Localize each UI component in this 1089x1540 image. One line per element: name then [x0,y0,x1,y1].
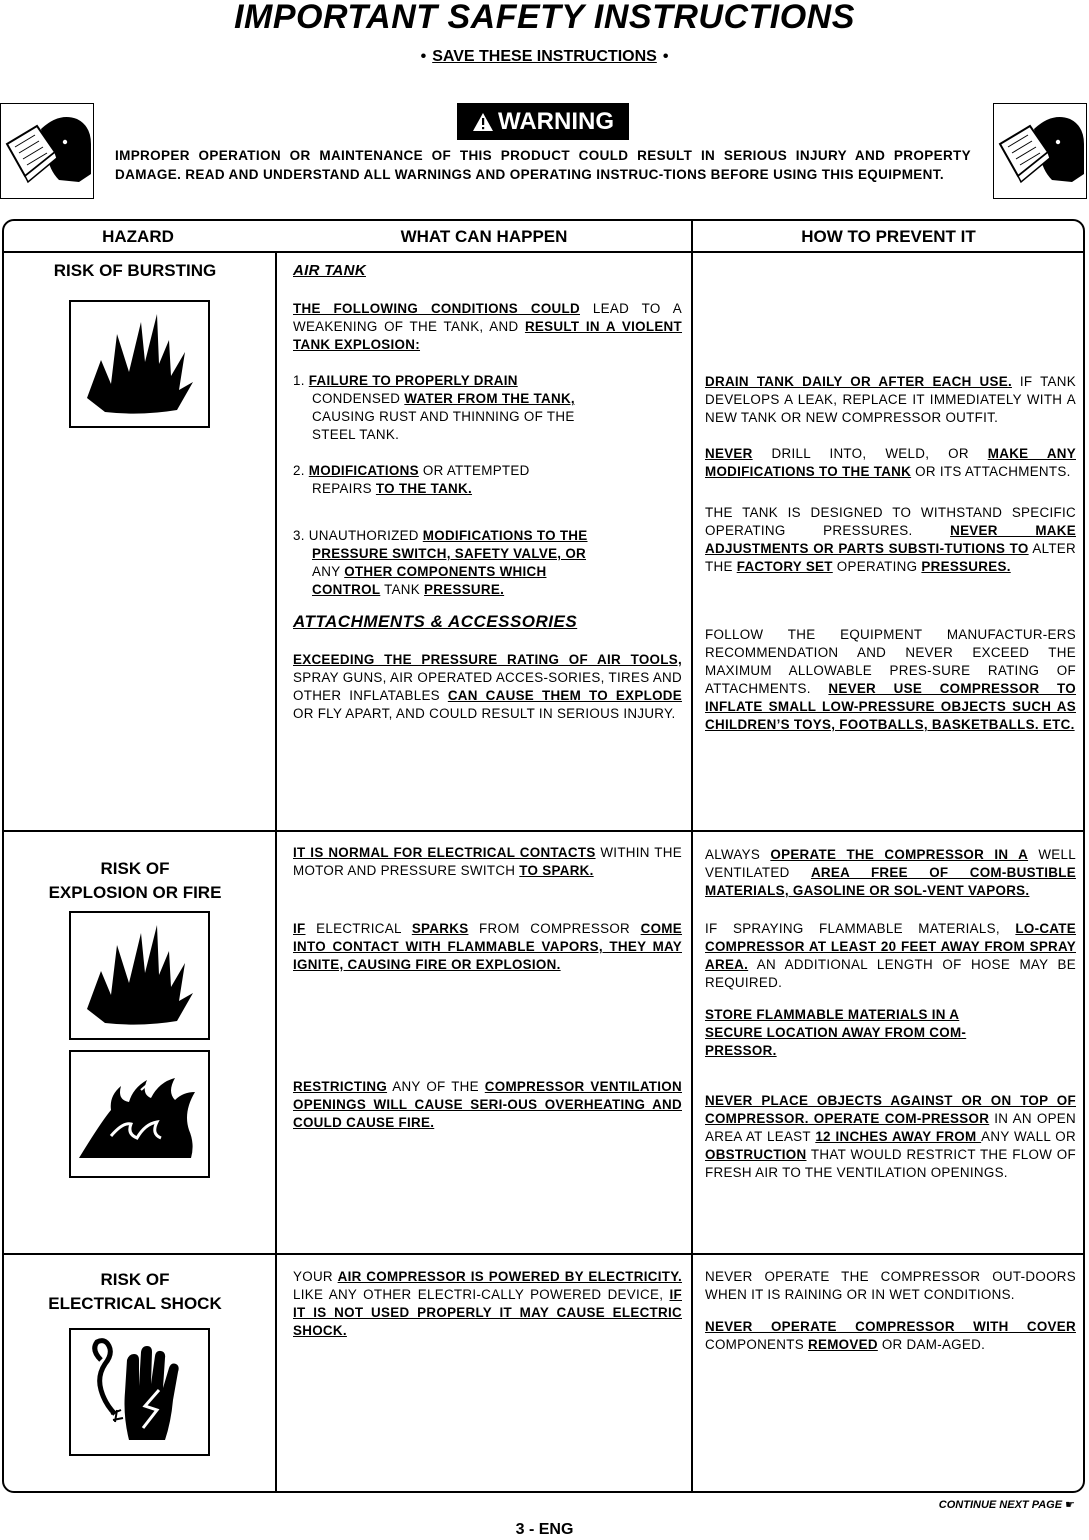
attachments-text: EXCEEDING THE PRESSURE RATING OF AIR TOOLS, SPRAY GUNS, AIR OPERATED ACCES-SORIES, TIRES AND OTHER INFLATABLES CAN CAUSE THEM TO EXPLODE OR FLY APART, AND COULD RESULT IN SERIOUS INJURY. [293,652,682,721]
reader-icon-right [993,103,1087,199]
warning-text: IMPROPER OPERATION OR MAINTENANCE OF THIS PRODUCT COULD RESULT IN SERIOUS INJURY AND PROPERTY DAMAGE. READ AND UNDERSTAND ALL WARNINGS AND OPERATING INSTRUC-TIONS BEFORE USING THIS EQUIPMENT. [115,148,971,182]
prevent-store-flammables: STORE FLAMMABLE MATERIALS IN A SECURE LOCATION AWAY FROM COM- PRESSOR. [705,1007,967,1058]
shock-icon-box [69,1328,210,1456]
warning-badge [457,103,629,140]
attachments-heading: ATTACHMENTS & ACCESSORIES [293,612,578,631]
restricting-ventilation: RESTRICTING ANY OF THE COMPRESSOR VENTILATION OPENINGS WILL CAUSE SERI-OUS OVERHEATING AND COULD CAUSE FIRE. [293,1079,682,1130]
prevent-pressure-settings: THE TANK IS DESIGNED TO WITHSTAND SPECIFIC OPERATING PRESSURES. NEVER MAKE ADJUSTMENTS OR PARTS SUBSTI-TUTIONS TO ALTER THE FACTORY SET OPERATING PRESSURES. [705,505,1077,574]
page-title: IMPORTANT SAFETY INSTRUCTIONS [234,0,855,36]
save-instructions-text: SAVE THESE INSTRUCTIONS [432,48,657,65]
header-how-to-prevent: HOW TO PREVENT IT [801,227,976,246]
reader-icon-left [0,103,94,199]
save-instructions-line [0,48,1089,66]
column-divider [275,252,277,1492]
sparks-ignite-vapors: IF ELECTRICAL SPARKS FROM COMPRESSOR COME INTO CONTACT WITH FLAMMABLE VAPORS, THEY MAY IGNITE, CAUSING FIRE OR EXPLOSION. [293,921,682,972]
prevent-spray-distance: IF SPRAYING FLAMMABLE MATERIALS, LO-CATE COMPRESSOR AT LEAST 20 FEET AWAY FROM SPRAY AREA. AN ADDITIONAL LENGTH OF HOSE MAY BE REQUIRED. [705,921,1076,990]
burst-icon-box [69,300,210,428]
prevent-modifications: NEVER DRILL INTO, WELD, OR MAKE ANY MODIFICATIONS TO THE TANK OR ITS ATTACHMENTS. [705,446,1076,479]
electric-shock-hand-icon [71,1330,208,1454]
explosion-icon-box [69,911,210,1040]
pointing-hand-icon: ☛ [1065,1499,1075,1511]
air-tank-heading: AIR TANK [293,262,366,279]
bullet-left: • [420,48,427,65]
condition-item-1: 1. FAILURE TO PROPERLY DRAIN CONDENSED WATER FROM THE TANK, CAUSING RUST AND THINNING OF THE STEEL TANK. [293,373,575,442]
explosion-how-to-prevent [705,846,1076,1182]
condition-item-2: 2. MODIFICATIONS OR ATTEMPTED REPAIRS TO THE TANK. [293,463,530,496]
row-divider [3,830,1084,832]
person-reading-manual-icon [994,104,1086,198]
air-tank-intro: THE FOLLOWING CONDITIONS COULD LEAD TO A WEAKENING OF THE TANK, AND RESULT IN A VIOLENT TANK EXPLOSION: [293,301,683,352]
prevent-outdoor-rain: NEVER OPERATE THE COMPRESSOR OUT-DOORS WHEN IT IS RAINING OR IN WET CONDITIONS. [705,1269,1076,1302]
prevent-objects-against-compressor: NEVER PLACE OBJECTS AGAINST OR ON TOP OF COMPRESSOR. OPERATE COM-PRESSOR IN AN OPEN AREA AT LEAST 12 INCHES AWAY FROM ANY WALL OR OBSTRUCTION THAT WOULD RESTRICT THE FLOW OF FRESH AIR TO THE VENTILATION OPENINGS. [705,1093,1076,1180]
prevent-drain-tank: DRAIN TANK DAILY OR AFTER EACH USE. IF TANK DEVELOPS A LEAK, REPLACE IT IMMEDIATELY WITH A NEW TANK OR NEW COMPRESSOR OUTFIT. [705,374,1076,425]
flames-icon [71,1052,208,1176]
page-number: 3 - ENG [515,1521,574,1538]
shock-how-to-prevent [705,1268,1076,1354]
warning-label: WARNING [498,107,614,135]
explosion-what-can-happen [293,844,682,1132]
hazard-risk-of-electrical-shock: RISK OF ELECTRICAL SHOCK [48,1270,222,1313]
header-divider [3,251,1084,253]
hazard-risk-of-explosion-or-fire: RISK OF EXPLOSION OR FIRE [48,859,222,902]
person-reading-manual-icon [1,104,93,198]
prevent-attachments: FOLLOW THE EQUIPMENT MANUFACTUR-ERS RECOMMENDATION AND NEVER EXCEED THE MAXIMUM ALLOWABLE PRES-SURE RATING OF ATTACHMENTS. NEVER USE COMPRESSOR TO INFLATE SMALL LOW-PRESSURE OBJECTS SUCH AS CHILDREN’S TOYS, FOOTBALLS, BASKETBALLS. ETC. [705,627,1076,732]
row-divider [3,1253,1084,1255]
hazard-risk-of-bursting: RISK OF BURSTING [53,261,217,280]
explosion-burst-icon [71,302,208,426]
powered-by-electricity: YOUR AIR COMPRESSOR IS POWERED BY ELECTRICITY. LIKE ANY OTHER ELECTRI-CALLY POWERED DEVICE, IF IT IS NOT USED PROPERLY IT MAY CAUSE ELECTRIC SHOCK. [293,1269,682,1338]
explosion-burst-icon [71,913,208,1038]
prevent-cover-removed: NEVER OPERATE COMPRESSOR WITH COVER COMPONENTS REMOVED OR DAM-AGED. [705,1319,1076,1352]
column-divider [691,219,693,1492]
header-hazard: HAZARD [102,227,174,246]
header-what-can-happen: WHAT CAN HAPPEN [400,227,568,246]
electrical-contacts-spark: IT IS NORMAL FOR ELECTRICAL CONTACTS WITHIN THE MOTOR AND PRESSURE SWITCH TO SPARK. [293,845,682,878]
bullet-right: • [662,48,669,65]
bursting-what-can-happen [293,262,682,723]
warning-triangle-icon [472,112,494,132]
condition-item-3: 3. UNAUTHORIZED MODIFICATIONS TO THE PRESSURE SWITCH, SAFETY VALVE, OR ANY OTHER COMPONENTS WHICH CONTROL TANK PRESSURE. [293,528,588,597]
continue-next-page: CONTINUE NEXT PAGE ☛ [938,1499,1075,1511]
fire-icon-box [69,1050,210,1178]
shock-what-can-happen [293,1268,682,1340]
bursting-how-to-prevent [705,373,1076,734]
prevent-ventilated-area: ALWAYS OPERATE THE COMPRESSOR IN A WELL VENTILATED AREA FREE OF COM-BUSTIBLE MATERIALS, GASOLINE OR SOL-VENT VAPORS. [705,847,1076,898]
